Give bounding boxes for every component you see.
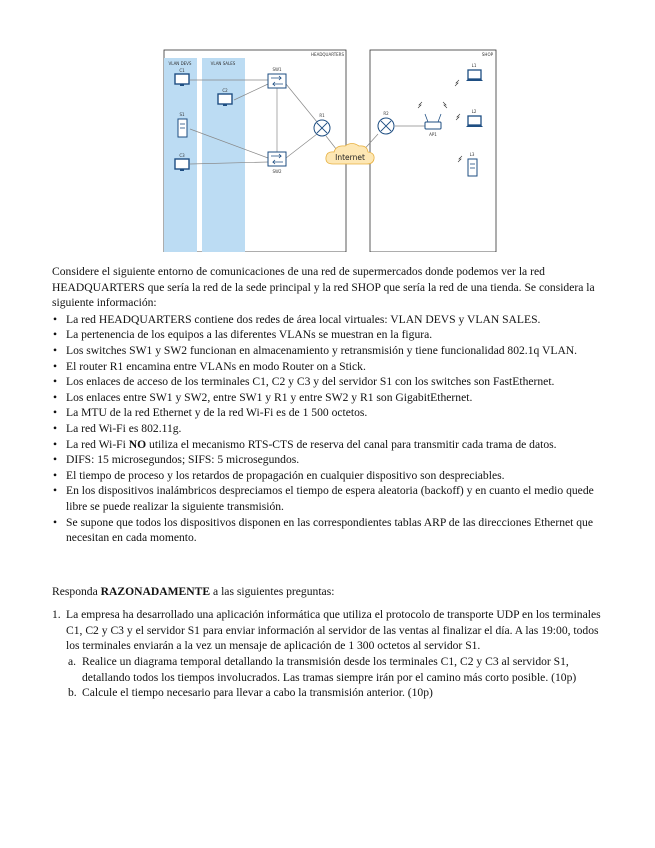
subquestion-text: Calcule el tiempo necesario para llevar a cabo la transmisión anterior. (10p) xyxy=(82,686,433,700)
list-item: • La red HEADQUARTERS contiene dos redes de área local virtuales: VLAN DEVS y VLAN SALES. xyxy=(52,312,612,328)
network-diagram-svg xyxy=(150,42,510,252)
headquarters-label: HEADQUARTERS xyxy=(311,52,344,57)
list-item: • Los enlaces de acceso de los terminales C1, C2 y C3 y del servidor S1 con los switches son FastEthernet. xyxy=(52,374,612,390)
list-item: • Se supone que todos los dispositivos disponen en las correspondientes tablas ARP de las direcciones Ethernet que necesitan en cada momento. xyxy=(52,515,612,546)
sw2-label: SW2 xyxy=(272,169,282,174)
list-item: • DIFS: 15 microsegundos; SIFS: 5 microsegundos. xyxy=(52,452,612,468)
c2-label: C2 xyxy=(222,88,228,93)
problem-statement xyxy=(52,264,612,701)
list-item: • Los enlaces entre SW1 y SW2, entre SW1 y R1 y entre SW2 y R1 son GigabitEthernet. xyxy=(52,390,612,406)
laptop-l1 xyxy=(466,63,483,81)
l3-label: L3 xyxy=(469,152,475,157)
c3-label: C3 xyxy=(179,153,185,158)
list-item: • El tiempo de proceso y los retardos de propagación en cualquier dispositivo son despreciables. xyxy=(52,468,612,484)
list-item: • El router R1 encamina entre VLANs en modo Router on a Stick. xyxy=(52,359,612,375)
device-l3 xyxy=(468,152,477,176)
list-item: • En los dispositivos inalámbricos despreciamos el tiempo de espera aleatoria (backoff) y en cuanto el medio quede libre se puede realizar la siguiente transmisión. xyxy=(52,483,612,514)
subquestion-item xyxy=(66,685,612,701)
question-text: La empresa ha desarrollado una aplicación informática que utiliza el protocolo de transporte UDP en los terminales C1, C2 y C3 y el servidor S1 para enviar información al servidor de las ventas al finalizar el día. A las 19:00, todos los terminales enviarán a la vez un mensaje de aplicación de 1 300 octetos al servidor S1. xyxy=(66,608,601,653)
list-item: • La pertenencia de los equipos a las diferentes VLANs se muestran en la figura. xyxy=(52,327,612,343)
subquestion-label: b. xyxy=(68,686,77,700)
list-item: • La red Wi-Fi es 802.11g. xyxy=(52,421,612,437)
wifi-signals xyxy=(418,80,462,162)
list-item: • La MTU de la red Ethernet y de la red Wi-Fi es de 1 500 octetos. xyxy=(52,405,612,421)
access-point xyxy=(425,114,441,137)
router-r2 xyxy=(378,111,394,134)
laptop-l2 xyxy=(466,109,483,127)
r2-label: R2 xyxy=(383,111,389,116)
link-sw1-r1 xyxy=(286,84,317,122)
questions-intro: Responda RAZONADAMENTE a las siguientes preguntas: xyxy=(52,584,335,598)
emphasis-razonadamente: RAZONADAMENTE xyxy=(100,584,211,598)
subquestions-list xyxy=(66,654,612,701)
question-number: 1. xyxy=(52,608,61,622)
s1-label: S1 xyxy=(179,112,185,117)
shop-label: SHOP xyxy=(481,52,493,57)
subquestion-label: a. xyxy=(68,655,77,669)
internet-label: Internet xyxy=(335,153,365,162)
c1-label: C1 xyxy=(179,68,185,73)
l2-label: L2 xyxy=(471,109,477,114)
l1-label: L1 xyxy=(471,63,477,68)
list-item: • La red Wi-Fi NO utiliza el mecanismo RTS-CTS de reserva del canal para transmitir cada trama de datos. xyxy=(52,437,612,453)
question-item xyxy=(52,607,612,701)
network-diagram xyxy=(150,42,510,252)
router-r1 xyxy=(314,113,330,136)
subquestion-text: Realice un diagrama temporal detallando la transmisión desde los terminales C1, C2 y C3 al servidor S1, detallando todos los tiempos involucrados. Las tramas siempre irán por el camino más corto posible. (10p) xyxy=(82,655,577,684)
questions-list xyxy=(52,607,612,701)
switch-sw1 xyxy=(268,67,286,88)
r1-label: R1 xyxy=(319,113,325,118)
sw1-label: SW1 xyxy=(272,67,282,72)
vlan-devs-label: VLAN DEVS xyxy=(168,61,192,66)
conditions-list xyxy=(52,312,612,546)
list-item: • Los switches SW1 y SW2 funcionan en almacenamiento y retransmisión y tiene funcionalidad 802.1q VLAN. xyxy=(52,343,612,359)
switch-sw2 xyxy=(268,152,286,174)
subquestion-item xyxy=(66,654,612,685)
emphasis-no: NO xyxy=(128,437,147,451)
intro-paragraph: Considere el siguiente entorno de comunicaciones de una red de supermercados donde podemos ver la red HEADQUARTERS que sería la red de la sede principal y la red SHOP que sería la red de una tienda. Se considera la siguiente información: xyxy=(52,265,595,310)
vlan-sales-label: VLAN SALES xyxy=(210,61,236,66)
link-sw2-r1 xyxy=(286,134,317,158)
ap-label: AP1 xyxy=(429,132,437,137)
